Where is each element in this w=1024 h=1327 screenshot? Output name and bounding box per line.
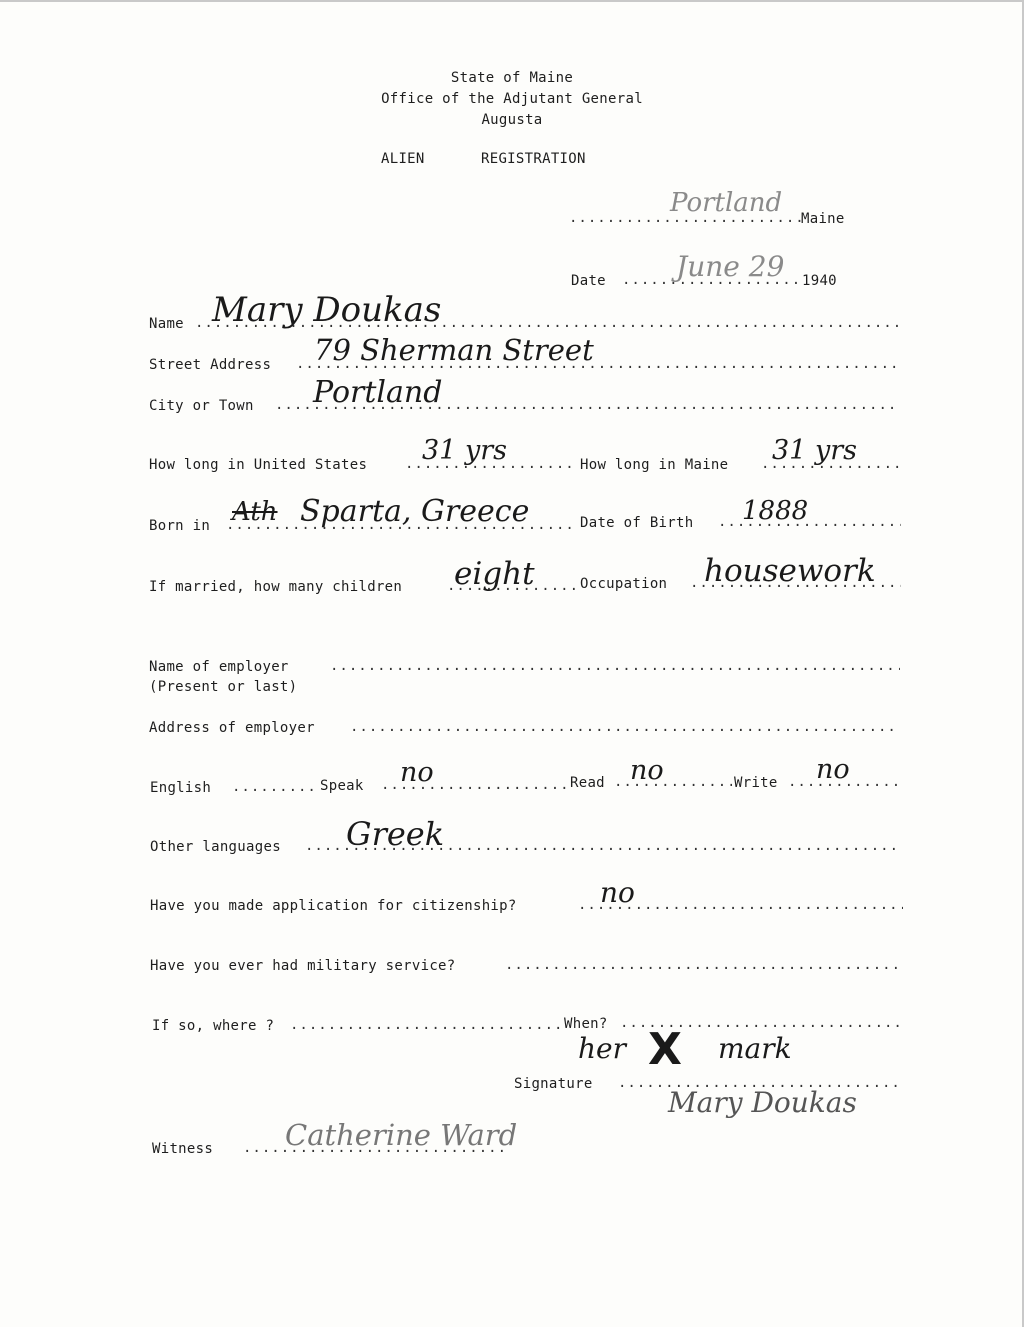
born-in-value: Sparta, Greece: [300, 494, 530, 529]
occupation-value: housework: [704, 553, 876, 589]
military-leader: [505, 957, 903, 973]
where-leader: [290, 1017, 562, 1033]
name-label: Name: [149, 316, 184, 332]
children-value: eight: [454, 556, 535, 592]
city-value: Portland: [313, 375, 443, 410]
speak-label: Speak: [320, 778, 364, 794]
other-languages-label: Other languages: [150, 839, 281, 855]
date-label: Date: [571, 273, 606, 289]
speak-value: no: [400, 757, 434, 788]
dob-label: Date of Birth: [580, 515, 694, 531]
children-label: If married, how many children: [149, 579, 403, 595]
english-leader: [232, 779, 318, 795]
header-state: State of Maine: [450, 70, 574, 86]
read-value: no: [630, 755, 664, 786]
employer-name-sublabel: (Present or last): [149, 679, 298, 695]
where-label: If so, where ?: [152, 1018, 275, 1034]
citizenship-value: no: [600, 876, 635, 909]
date-value: June 29: [676, 250, 785, 283]
write-label: Write: [734, 775, 778, 791]
citizenship-label: Have you made application for citizenship?: [150, 898, 517, 914]
how-long-us-value: 31 yrs: [422, 435, 507, 466]
city-label: City or Town: [149, 398, 254, 414]
employer-name-leader: [330, 658, 900, 674]
english-label: English: [150, 780, 212, 796]
header-office: Office of the Adjutant General: [381, 91, 643, 107]
occupation-label: Occupation: [580, 576, 668, 592]
signature-name: Mary Doukas: [668, 1086, 857, 1119]
signature-mark-x: X: [648, 1024, 682, 1075]
how-long-maine-value: 31 yrs: [772, 435, 857, 466]
witness-value: Catherine Ward: [285, 1118, 518, 1152]
name-value: Mary Doukas: [212, 290, 442, 330]
other-languages-value: Greek: [346, 815, 445, 853]
how-long-maine-label: How long in Maine: [580, 457, 729, 473]
signature-label: Signature: [514, 1076, 593, 1092]
read-label: Read: [570, 775, 605, 791]
street-value: 79 Sherman Street: [314, 333, 594, 367]
employer-name-label: Name of employer: [149, 659, 289, 675]
signature-mark-her: her: [578, 1032, 626, 1065]
how-long-us-label: How long in United States: [149, 457, 368, 473]
signature-mark-word: mark: [718, 1032, 792, 1065]
date-year: 1940: [802, 273, 837, 289]
born-in-label: Born in: [149, 518, 211, 534]
born-in-struck: Ath: [232, 497, 278, 527]
when-label: When?: [564, 1016, 608, 1032]
place-value: Portland: [670, 188, 783, 218]
title-registration: REGISTRATION: [481, 151, 586, 167]
dob-value: 1888: [742, 496, 809, 526]
header-city: Augusta: [481, 112, 543, 128]
witness-label: Witness: [152, 1141, 214, 1157]
write-value: no: [816, 754, 850, 785]
scan-edge-top: [0, 0, 1024, 2]
street-label: Street Address: [149, 357, 272, 373]
employer-address-label: Address of employer: [149, 720, 315, 736]
military-label: Have you ever had military service?: [150, 958, 456, 974]
employer-address-leader: [350, 719, 900, 735]
title-alien: ALIEN: [381, 151, 425, 167]
place-suffix: Maine: [801, 211, 845, 227]
